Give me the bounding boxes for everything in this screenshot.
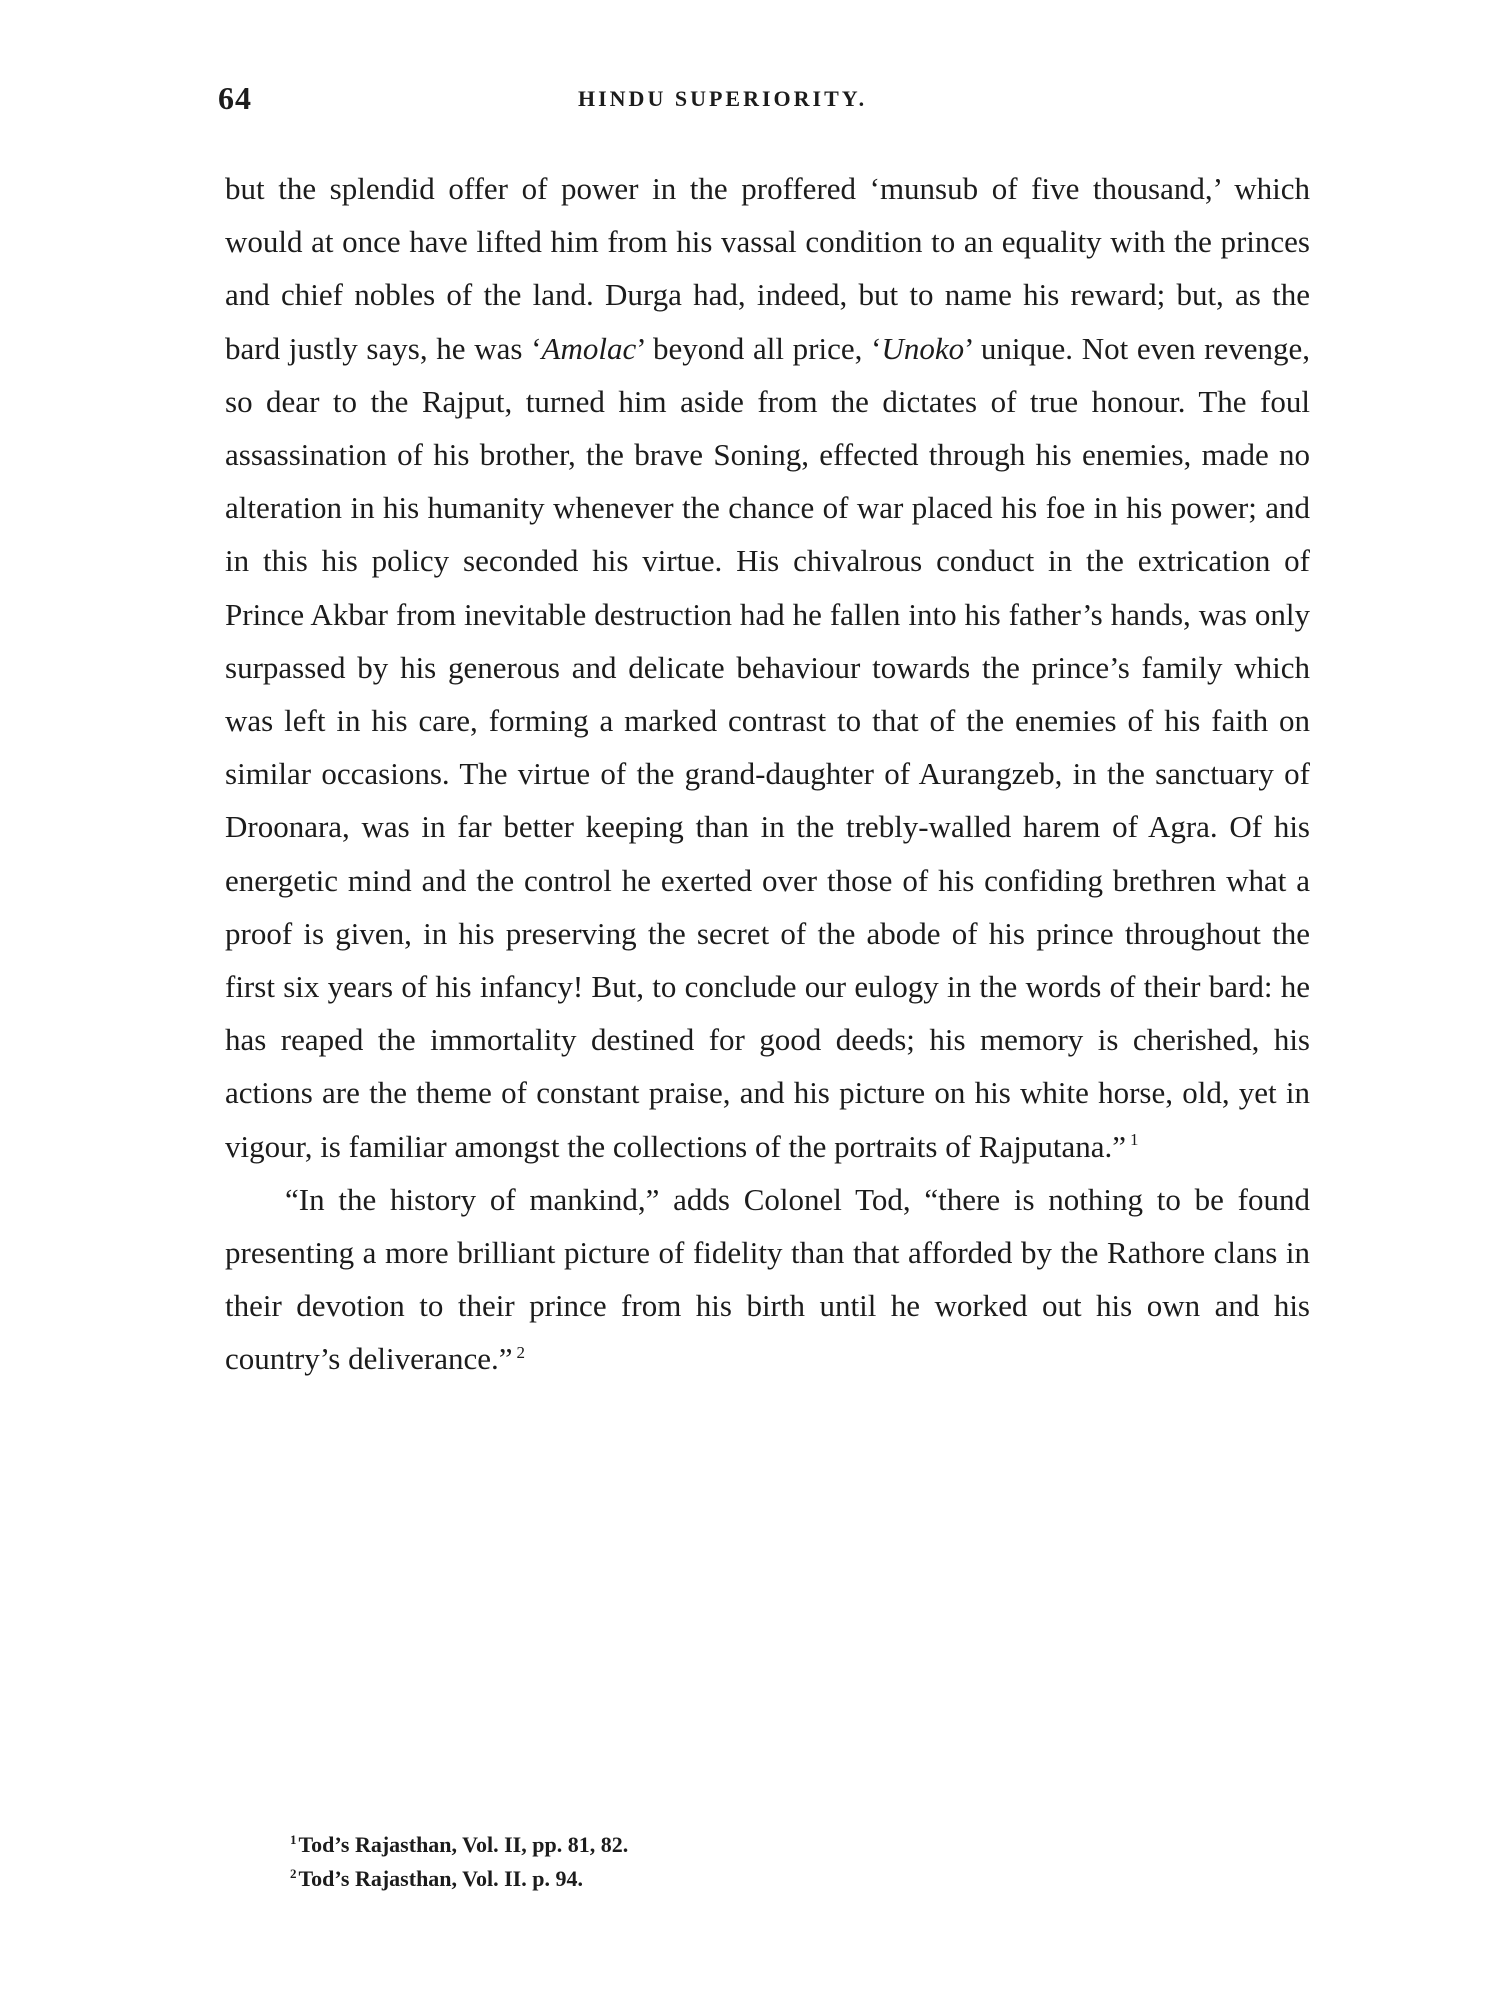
footnote: [290, 1828, 628, 1862]
footnotes: [290, 1828, 628, 1896]
italic-term-unoko: Unoko: [881, 330, 965, 366]
footnote-reference: 1: [1129, 1130, 1139, 1150]
footnote: [290, 1862, 628, 1896]
footnote-mark: 1: [290, 1831, 297, 1847]
paragraph-text: “In the history of mankind,” adds Colonel Tod, “there is nothing to be found presenting a more brilliant picture of fidelity than that afforded by the Rathore clans in their devotion to their prince from his birth until he worked out his own and his country’s deliverance.”: [225, 1181, 1310, 1377]
running-head: HINDU SUPERIORITY.: [578, 86, 868, 111]
body-text: [225, 162, 1310, 1386]
footnote-text: Tod’s Rajasthan, Vol. II. p. 94.: [298, 1866, 583, 1891]
paragraph-text: ’ unique. Not even revenge, so dear to the Rajput, turned him aside from the dictates of true honour. The foul assassination of his brother, the brave Soning, effected through his enemies, made no alteration in his humanity whenever the chance of war placed his foe in his power; and in this his policy seconded his virtue. His chivalrous conduct in the extrication of Prince Akbar from inevitable destruction had he fallen into his father’s hands, was only surpassed by his generous and delicate behaviour towards the prince’s family which was left in his care, forming a marked contrast to that of the enemies of his faith on similar occasions. The virtue of the grand-daughter of Aurangzeb, in the sanctuary of Droonara, was in far better keeping than in the trebly-walled harem of Agra. Of his energetic mind and the control he exerted over those of his confiding brethren what a proof is given, in his preserving the secret of the abode of his prince throughout the first six years of his infancy! But, to conclude our eulogy in the words of their bard: he has reaped the immortality destined for good deeds; his memory is cherished, his actions are the theme of constant praise, and his picture on his white horse, old, yet in vigour, is familiar amongst the collections of the portraits of Rajputana.”: [225, 330, 1311, 1164]
footnote-mark: 2: [290, 1865, 297, 1881]
paragraph: [225, 162, 1310, 1173]
paragraph-text: ’ beyond all price, ‘: [636, 330, 882, 366]
page-number: 64: [218, 80, 252, 116]
italic-term-amolac: Amolac: [541, 330, 637, 366]
footnote-reference: 2: [516, 1343, 525, 1363]
footnote-text: Tod’s Rajasthan, Vol. II, pp. 81, 82.: [298, 1832, 629, 1857]
paragraph-text: but the splendid offer of power in the proffered ‘munsub of five thousand,’ which would at once have lifted him from his vassal condition to an equality with the princes and chief nobles of the land. Durga had, indeed, but to name his reward; but, as the bard justly says, he was ‘: [225, 171, 1310, 366]
paragraph: [225, 1173, 1310, 1386]
page-header: [218, 80, 1318, 120]
